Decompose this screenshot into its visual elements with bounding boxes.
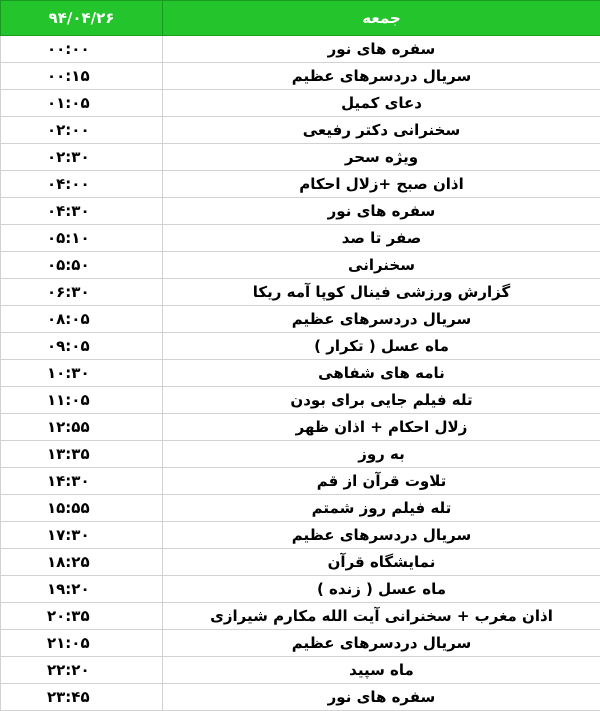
header-date: ۹۴/۰۴/۲۶	[1, 1, 163, 36]
schedule-row	[1, 657, 600, 684]
schedule-row	[1, 522, 600, 549]
row-time: ۱۴:۳۰	[1, 468, 163, 495]
row-time: ۰۱:۰۵	[1, 90, 163, 117]
row-time: ۰۰:۰۰	[1, 36, 163, 63]
row-program: سفره های نور	[163, 684, 600, 711]
row-time: ۰۲:۳۰	[1, 144, 163, 171]
schedule-row	[1, 279, 600, 306]
schedule-row	[1, 360, 600, 387]
row-program: سفره های نور	[163, 198, 600, 225]
row-time: ۰۴:۳۰	[1, 198, 163, 225]
row-program: سخنرانی	[163, 252, 600, 279]
row-time: ۰۰:۱۵	[1, 63, 163, 90]
row-time: ۱۳:۳۵	[1, 441, 163, 468]
row-time: ۱۱:۰۵	[1, 387, 163, 414]
row-time: ۰۶:۳۰	[1, 279, 163, 306]
schedule-row	[1, 468, 600, 495]
schedule-row	[1, 603, 600, 630]
schedule-row	[1, 63, 600, 90]
schedule-row	[1, 90, 600, 117]
schedule-row	[1, 198, 600, 225]
row-time: ۰۵:۱۰	[1, 225, 163, 252]
row-program: زلال احکام + اذان ظهر	[163, 414, 600, 441]
row-program: سریال دردسرهای عظیم	[163, 630, 600, 657]
row-time: ۱۰:۳۰	[1, 360, 163, 387]
schedule-header	[1, 1, 600, 36]
row-program: ماه سپید	[163, 657, 600, 684]
row-time: ۲۱:۰۵	[1, 630, 163, 657]
schedule-row	[1, 630, 600, 657]
schedule-row	[1, 225, 600, 252]
row-time: ۰۵:۵۰	[1, 252, 163, 279]
schedule-row	[1, 441, 600, 468]
row-time: ۲۳:۴۵	[1, 684, 163, 711]
row-program: سریال دردسرهای عظیم	[163, 522, 600, 549]
schedule-row	[1, 684, 600, 711]
row-program: تلاوت قرآن از قم	[163, 468, 600, 495]
schedule-row	[1, 576, 600, 603]
row-program: سریال دردسرهای عظیم	[163, 63, 600, 90]
row-program: نامه های شفاهی	[163, 360, 600, 387]
row-program: اذان مغرب + سخنرانی آیت الله مکارم شیرازی	[163, 603, 600, 630]
schedule-row	[1, 306, 600, 333]
row-program: گزارش ورزشی فینال کوپا آمه ریکا	[163, 279, 600, 306]
row-time: ۰۹:۰۵	[1, 333, 163, 360]
row-program: سریال دردسرهای عظیم	[163, 306, 600, 333]
schedule-row	[1, 387, 600, 414]
row-time: ۰۴:۰۰	[1, 171, 163, 198]
row-program: سخنرانی دکتر رفیعی	[163, 117, 600, 144]
row-program: ماه عسل ( زنده )	[163, 576, 600, 603]
row-time: ۲۲:۲۰	[1, 657, 163, 684]
row-program: ماه عسل ( تکرار )	[163, 333, 600, 360]
row-time: ۱۷:۳۰	[1, 522, 163, 549]
row-time: ۱۲:۵۵	[1, 414, 163, 441]
row-program: سفره های نور	[163, 36, 600, 63]
row-time: ۱۵:۵۵	[1, 495, 163, 522]
schedule-row	[1, 495, 600, 522]
schedule-row	[1, 117, 600, 144]
schedule-row	[1, 36, 600, 63]
header-row	[1, 1, 600, 36]
schedule-row	[1, 171, 600, 198]
schedule-row	[1, 252, 600, 279]
row-time: ۲۰:۳۵	[1, 603, 163, 630]
row-program: ویژه سحر	[163, 144, 600, 171]
row-program: اذان صبح +زلال احکام	[163, 171, 600, 198]
row-program: صفر تا صد	[163, 225, 600, 252]
schedule-row	[1, 333, 600, 360]
schedule-row	[1, 549, 600, 576]
schedule-body	[1, 36, 600, 711]
row-program: دعای کمیل	[163, 90, 600, 117]
row-program: تله فیلم روز شمتم	[163, 495, 600, 522]
row-program: تله فیلم جایی برای بودن	[163, 387, 600, 414]
row-program: نمایشگاه قرآن	[163, 549, 600, 576]
row-time: ۱۸:۲۵	[1, 549, 163, 576]
header-day: جمعه	[163, 1, 600, 36]
row-time: ۱۹:۲۰	[1, 576, 163, 603]
row-time: ۰۲:۰۰	[1, 117, 163, 144]
schedule-row	[1, 144, 600, 171]
row-time: ۰۸:۰۵	[1, 306, 163, 333]
row-program: به روز	[163, 441, 600, 468]
schedule-row	[1, 414, 600, 441]
